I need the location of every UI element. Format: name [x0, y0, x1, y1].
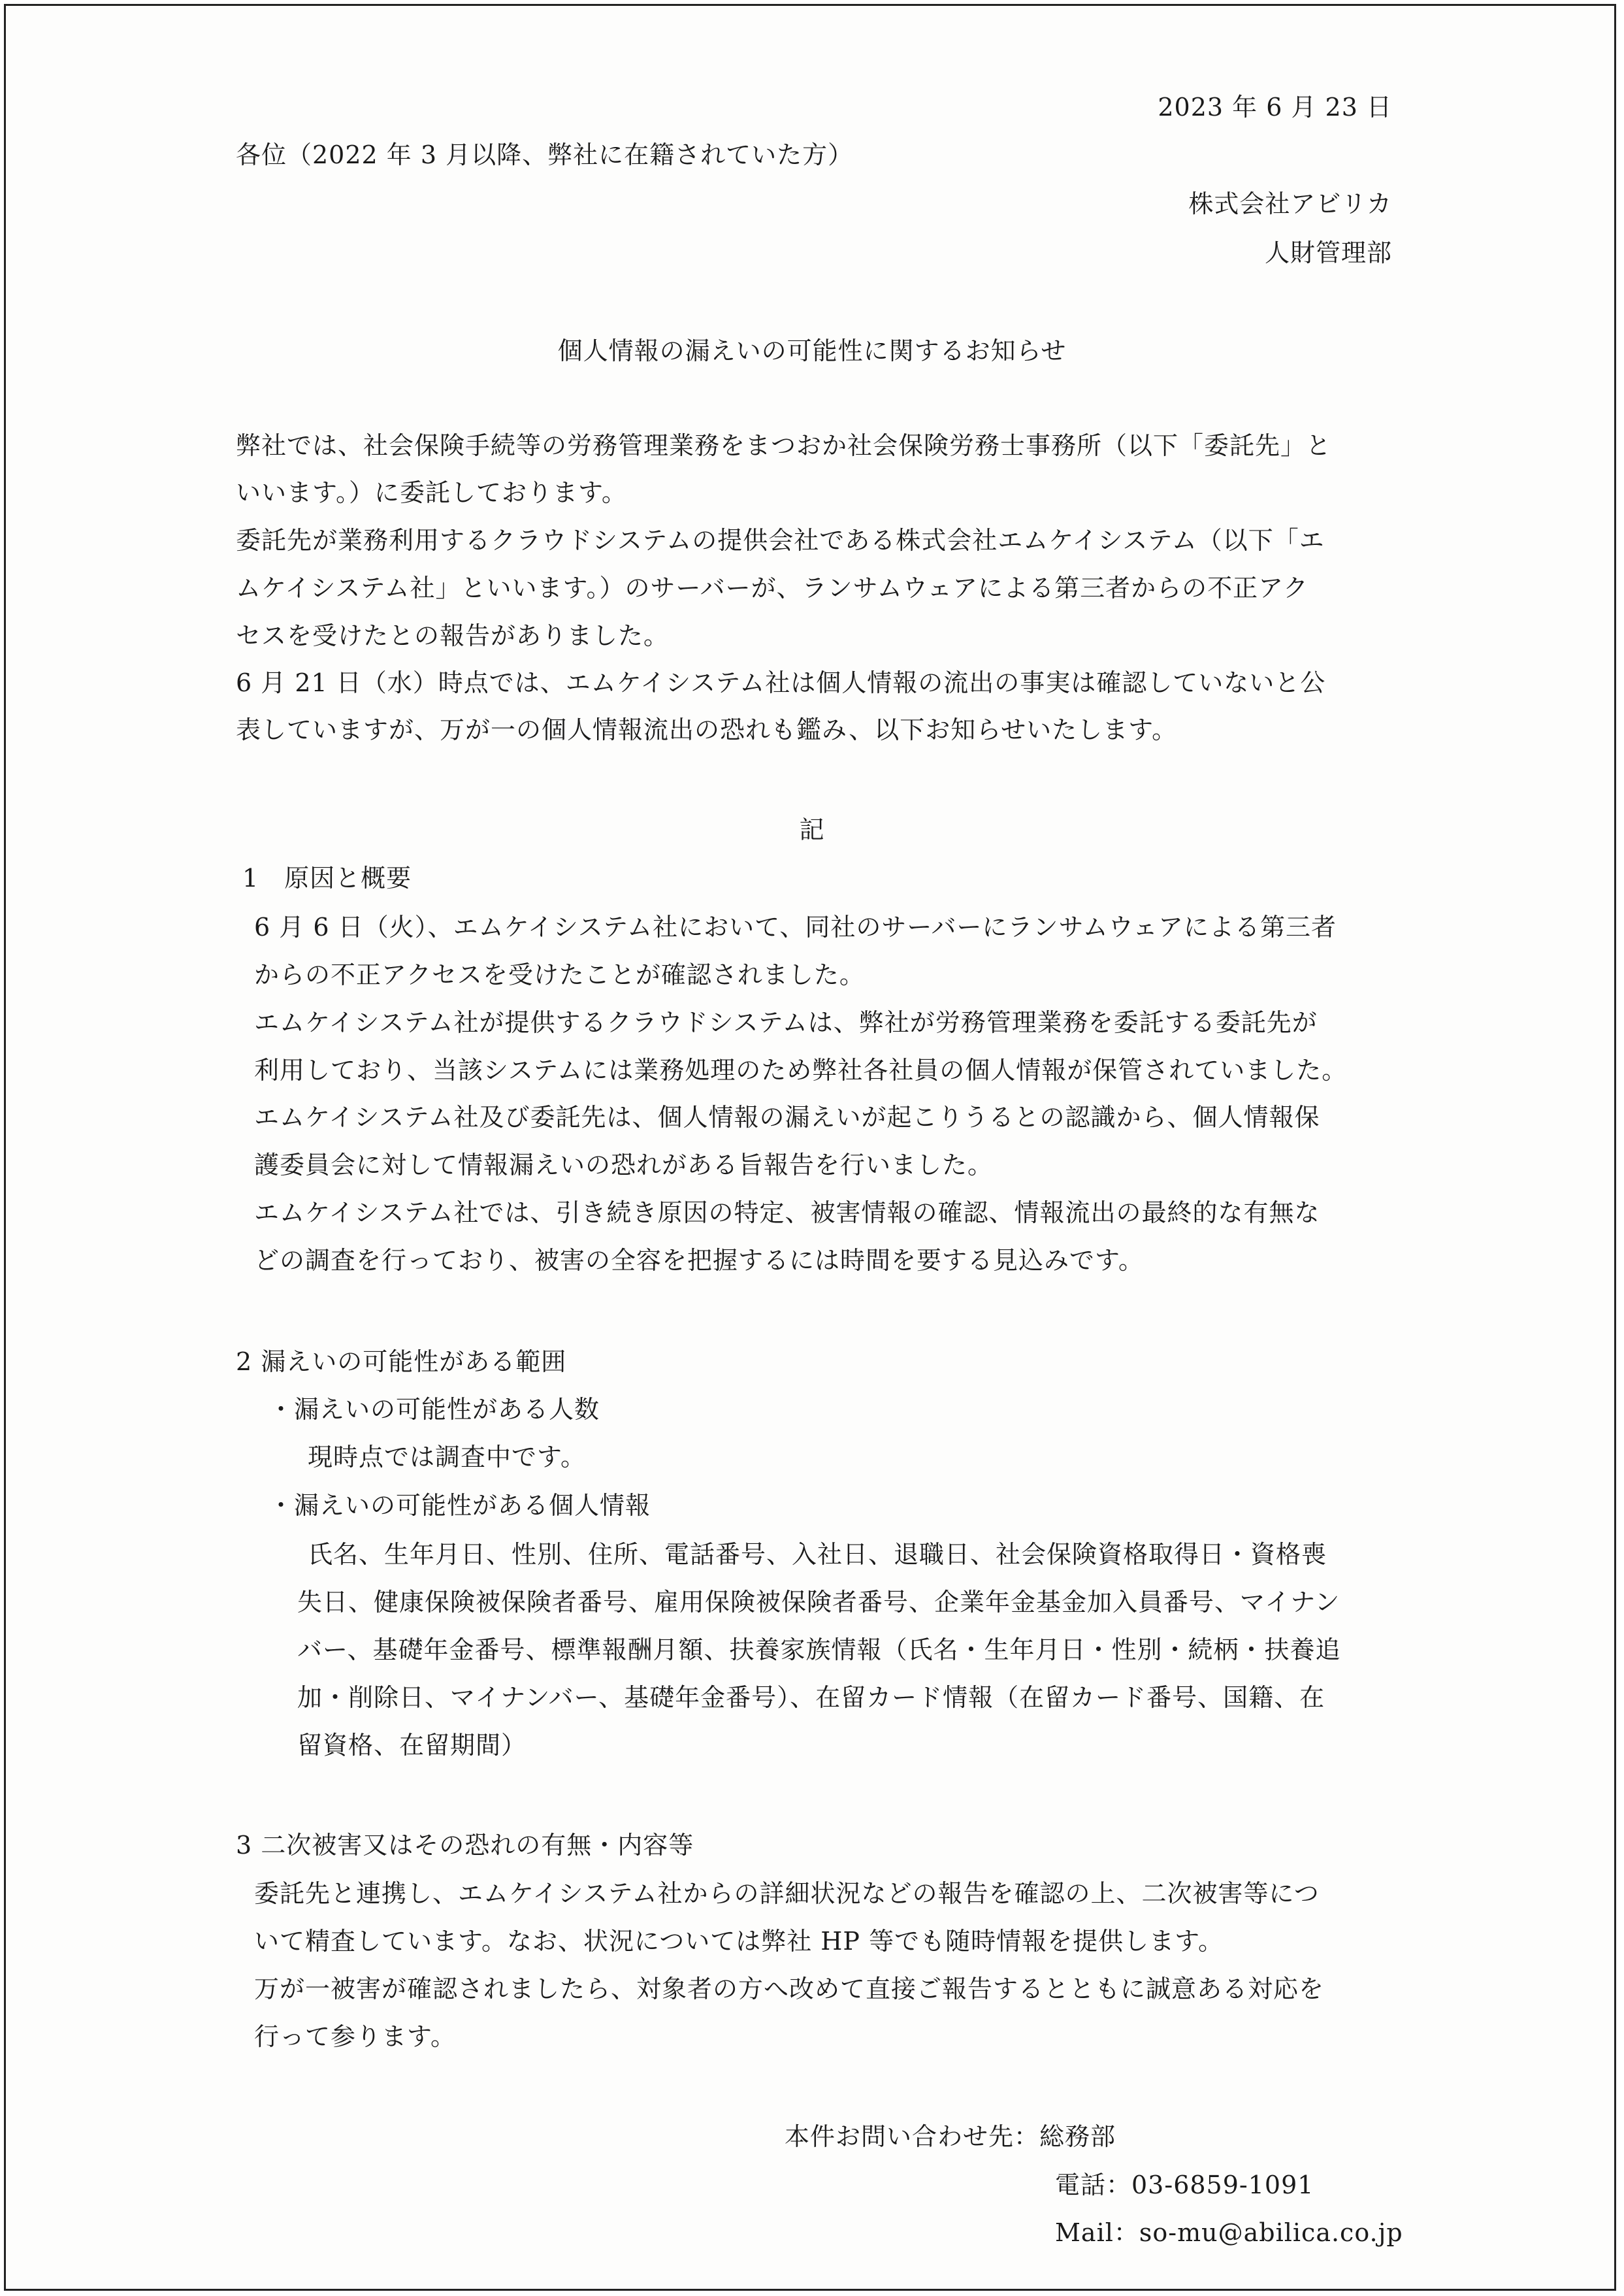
section1-heading: 1 原因と概要 — [242, 864, 412, 893]
section3-line: 行って参ります。 — [254, 2022, 456, 2051]
section2-info-line: 氏名、生年月日、性別、住所、電話番号、入社日、退職日、社会保険資格取得日・資格喪 — [308, 1540, 1327, 1569]
section1-line: エムケイシステム社では、引き続き原因の特定、被害情報の確認、情報流出の最終的な有無な — [254, 1198, 1320, 1227]
document-page — [4, 4, 1616, 2291]
page-title: 個人情報の漏えいの可能性に関するお知らせ — [557, 336, 1067, 365]
company-name: 株式会社アビリカ — [1188, 189, 1392, 218]
intro-line: 弊社では、社会保険手続等の労務管理業務をまつおか社会保険労務士事務所（以下「委託先」と — [236, 431, 1332, 460]
department-name: 人財管理部 — [1264, 238, 1392, 267]
section2-heading: 2 漏えいの可能性がある範囲 — [236, 1347, 567, 1376]
section1-line: からの不正アクセスを受けたことが確認されました。 — [254, 960, 865, 989]
contact-label: 本件お問い合わせ先：総務部 — [785, 2122, 1116, 2151]
contact-mail: Mail：so-mu@abilica.co.jp — [1055, 2218, 1403, 2247]
intro-line: 表していますが、万が一の個人情報流出の恐れも鑑み、以下お知らせいたします。 — [236, 715, 1178, 744]
section3-line: 委託先と連携し、エムケイシステム社からの詳細状況などの報告を確認の上、二次被害等につ — [254, 1879, 1320, 1908]
section2-bullet-count: ・漏えいの可能性がある人数 — [268, 1395, 600, 1424]
intro-line: セスを受けたとの報告がありました。 — [236, 621, 670, 650]
section1-line: エムケイシステム社が提供するクラウドシステムは、弊社が労務管理業務を委託する委託先が — [254, 1008, 1318, 1037]
intro-line: 委託先が業務利用するクラウドシステムの提供会社である株式会社エムケイシステム（以下「エ — [236, 526, 1325, 555]
section2-info-line: 加・削除日、マイナンバー、基礎年金番号）、在留カード情報（在留カード番号、国籍、在 — [297, 1683, 1325, 1712]
section3-heading: 3 二次被害又はその恐れの有無・内容等 — [236, 1831, 694, 1860]
section3-line: いて精査しています。なお、状況については弊社 HP 等でも随時情報を提供します。 — [254, 1927, 1224, 1956]
section1-line: エムケイシステム社及び委託先は、個人情報の漏えいが起こりうるとの認識から、個人情報保 — [254, 1103, 1320, 1132]
section3-line: 万が一被害が確認されましたら、対象者の方へ改めて直接ご報告するとともに誠意ある対応を — [254, 1975, 1325, 2003]
section1-line: 6 月 6 日（火）、エムケイシステム社において、同社のサーバーにランサムウェアによる第三者 — [254, 913, 1337, 942]
intro-line: ムケイシステム社」といいます。）のサーバーが、ランサムウェアによる第三者からの不正アク — [236, 574, 1309, 602]
section1-line: 利用しており、当該システムには業務処理のため弊社各社員の個人情報が保管されていました。 — [254, 1056, 1348, 1085]
addressee: 各位（2022 年 3 月以降、弊社に在籍されていた方） — [236, 140, 854, 169]
section1-line: どの調査を行っており、被害の全容を把握するには時間を要する見込みです。 — [254, 1246, 1144, 1275]
section2-count-text: 現時点では調査中です。 — [308, 1443, 586, 1471]
contact-phone: 電話：03-6859-1091 — [1055, 2171, 1314, 2199]
section1-line: 護委員会に対して情報漏えいの恐れがある旨報告を行いました。 — [254, 1151, 994, 1179]
intro-line: いいます。）に委託しております。 — [236, 478, 627, 507]
intro-line: 6 月 21 日（水）時点では、エムケイシステム社は個人情報の流出の事実は確認していないと公 — [236, 668, 1326, 697]
document-date: 2023 年 6 月 23 日 — [1158, 93, 1392, 122]
section2-info-line: 留資格、在留期間） — [297, 1731, 527, 1760]
ki-heading: 記 — [799, 815, 825, 844]
section2-info-line: 失日、健康保険被保険者番号、雇用保険被保険者番号、企業年金基金加入員番号、マイナン — [297, 1588, 1340, 1616]
section2-bullet-info: ・漏えいの可能性がある個人情報 — [268, 1491, 651, 1520]
section2-info-line: バー、基礎年金番号、標準報酬月額、扶養家族情報（氏名・生年月日・性別・続柄・扶養追 — [297, 1635, 1341, 1664]
